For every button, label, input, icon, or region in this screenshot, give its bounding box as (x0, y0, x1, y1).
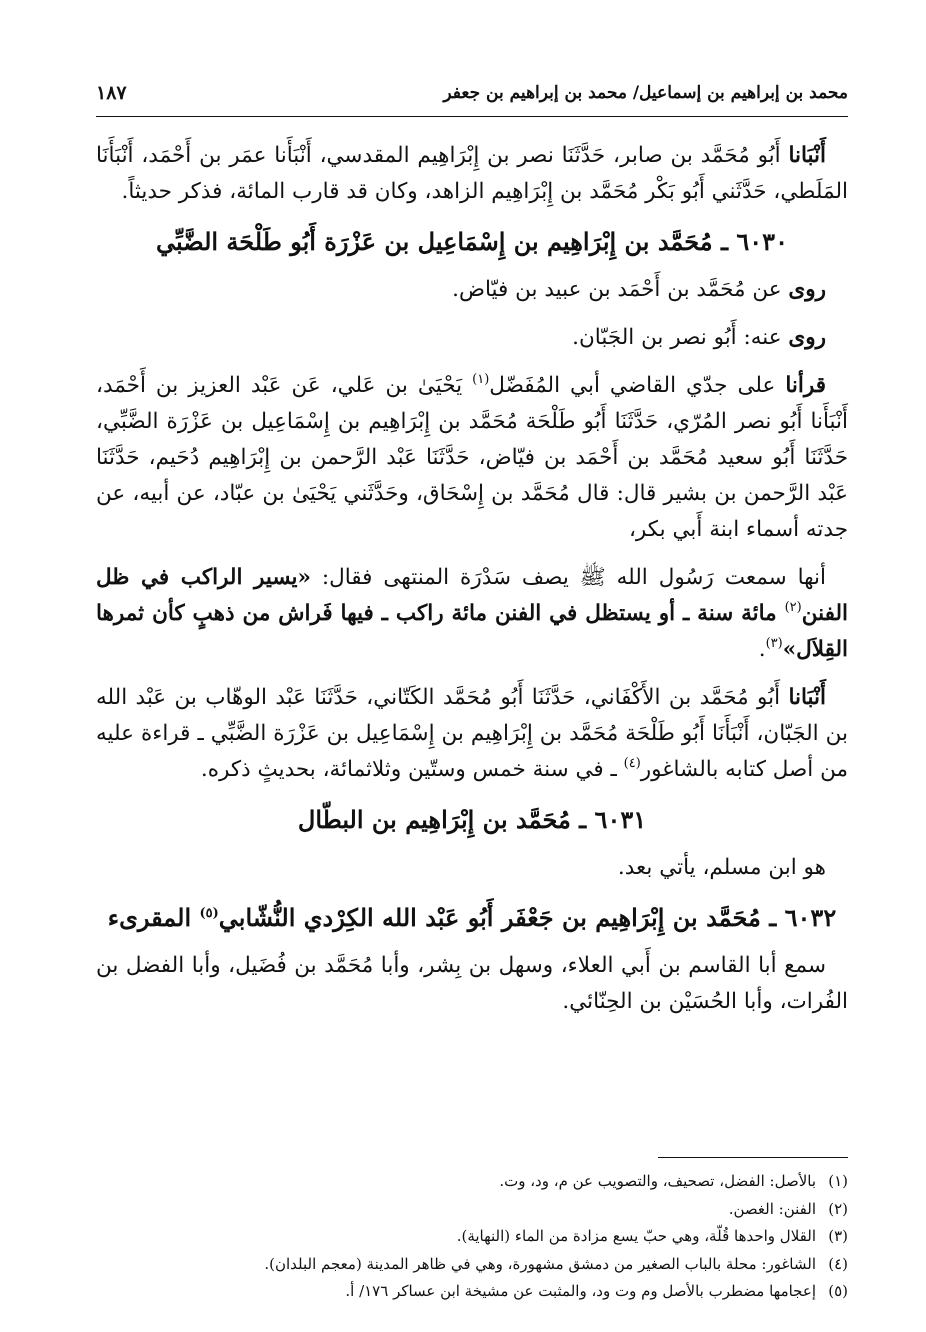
paragraph-sami (96, 948, 848, 1020)
heading-text: المقرىء (107, 903, 200, 932)
paragraph-text: عنه: أَبُو نصر بن الجَبّان. (572, 325, 789, 350)
paragraph-text: سمع أبا القاسم بن أَبي العلاء، وسهل بن بِشر، وأبا مُحَمَّد بن فُضَيل، وأبا الفضل بن الفُرات، وأبا الحُسَيْن بن الحِنّائي. (96, 953, 848, 1014)
footnote-text: بالأصل: الفضل، تصحيف، والتصويب عن م، ود، وت. (499, 1172, 816, 1190)
footnotes (96, 1168, 848, 1306)
footnote-ref-4[interactable]: (٤) (623, 756, 641, 771)
hadith-text: مائة سنة ـ أو يستظل في الفنن مائة راكب ـ فيها فَراش من ذهبٍ كأن ثمرها القِلاَل» (96, 601, 848, 662)
footnote-number: (٤) (828, 1254, 848, 1273)
main-text (96, 138, 848, 1032)
footnote-text: القلال واحدها قُلّة، وهي حبّ يسع مزادة من الماء (النهاية). (456, 1227, 816, 1245)
paragraph-text: أَبُو مُحَمَّد بن الأَكْفَاني، حَدَّثَنَا أَبُو مُحَمَّد الكَتّاني، حَدَّثَنَا عَبْد الوهّاب بن عَبْد الله بن الجَبّان، أَنْبَأَنَا أَبُو طَلْحَة مُحَمَّد بن إِبْرَاهِيم بن إِسْمَاعِيل بن عَزْرَة الضَّبِّي ـ قراءة عليه من أصل كتابه بالشاغور (96, 685, 848, 782)
footnote-number: (١) (828, 1172, 848, 1190)
header-rule (96, 116, 848, 117)
entry-heading-6031: ٦٠٣١ ـ مُحَمَّد بن إِبْرَاهِيم بن البطّال (297, 805, 647, 834)
footnote-number: (٣) (828, 1227, 848, 1245)
paragraph-text: أنها سمعت رَسُول الله ﷺ يصف سَدْرَة المنتهى فقال: (310, 565, 826, 590)
footnote-number: (٢) (828, 1199, 848, 1218)
footnote-item (96, 1223, 848, 1251)
footnote-text: الفنن: الغصن. (728, 1199, 816, 1218)
paragraph-text: أَبُو مُحَمَّد بن صابر، حَدَّثَنَا نصر بن إِبْرَاهِيم المقدسي، أَنْبَأَنا عمَر بن أَحْمَد، أَنْبَأَنَا المَلَطي، حَدَّثَني أَبُو بَكْر مُحَمَّد بن إِبْرَاهِيم الزاهد، وكان قد قارب المائة، فذكر حديثاً. (96, 143, 848, 204)
paragraph-isnad-2 (96, 368, 848, 548)
footnote-ref-5[interactable]: (٥) (199, 906, 219, 921)
lead-word: روى (788, 277, 826, 302)
footnote-item (96, 1251, 848, 1279)
footnote-ref-1[interactable]: (١) (472, 372, 490, 387)
footnote-ref-2[interactable]: (٢) (784, 600, 802, 615)
paragraph-isnad-1 (96, 138, 848, 210)
footnote-rule (658, 1157, 848, 1158)
page-number: ١٨٧ (96, 82, 127, 104)
running-title: محمد بن إبراهيم بن إسماعيل/ محمد بن إبراهيم بن جعفر (443, 83, 848, 103)
paragraph-text: ـ في سنة خمس وستّين وثلاثمائة، بحديثٍ ذكره. (200, 757, 624, 782)
paragraph-rawa-2 (96, 320, 848, 356)
entry-heading-6032 (96, 898, 848, 938)
paragraph-rawa-1 (96, 272, 848, 308)
lead-word: قرأنا (785, 373, 826, 398)
footnote-number: (٥) (828, 1282, 848, 1300)
paragraph-hadith (96, 560, 848, 668)
hadith-text: «يسير الراكب في ظل الفنن (96, 565, 848, 626)
lead-word: روى (788, 325, 826, 350)
lead-word: أَنْبَانا (788, 685, 826, 710)
footnote-item (96, 1168, 848, 1196)
paragraph-end: . (758, 637, 766, 662)
paragraph-text: على جدّي القاضي أبي المُفَضّل (489, 373, 786, 398)
footnote-text: إعجامها مضطرب بالأصل وم وت ود، والمثبت عن مشيخة ابن عساكر ١٧٦/ أ. (345, 1282, 816, 1300)
paragraph-text: عن مُحَمَّد بن أَحْمَد بن عبيد بن فيّاض. (452, 277, 789, 302)
paragraph-text: يَحْيَىٰ بن عَلي، عَن عَبْد العزيز بن أَحْمَد، أَنْبَأَنا أَبُو نصر المُرّي، حَدَّثَنَا أَبُو طَلْحَة مُحَمَّد بن إِبْرَاهِيم بن إِسْمَاعِيل بن عَزْرَة الضَّبِّي، حَدَّثَنَا أَبُو سعيد مُحَمَّد بن أَحْمَد بن فيّاض، حَدَّثَنَا عَبْد الرَّحمن بن إِبْرَاهِيم دُحَيم، حَدَّثَنَا عَبْد الرَّحمن بن بشير قال: قال مُحَمَّد بن إِسْحَاق، وحَدَّثَني يَحْيَىٰ بن عبّاد، عن أبيه، عن جدته أسماء ابنة أَبي بكر، (96, 373, 848, 542)
heading-text: ٦٠٣٢ ـ مُحَمَّد بن إِبْرَاهِيم بن جَعْفَر أَبُو عَبْد الله الكِرْدي النُّشّابي (218, 903, 837, 932)
book-page (96, 60, 848, 1300)
footnote-ref-3[interactable]: (٣) (765, 636, 783, 651)
paragraph-isnad-3 (96, 680, 848, 788)
paragraph-text: هو ابن مسلم، يأتي بعد. (617, 855, 826, 880)
lead-word: أَنْبَانا (788, 143, 826, 168)
footnote-text: الشاغور: محلة بالباب الصغير من دمشق مشهورة، وهي في ظاهر المدينة (معجم البلدان). (264, 1254, 816, 1273)
paragraph-crossref (96, 850, 848, 886)
footnote-item (96, 1278, 848, 1306)
entry-heading-6030: ٦٠٣٠ ـ مُحَمَّد بن إِبْرَاهِيم بن إِسْمَاعِيل بن عَزْرَة أَبُو طَلْحَة الضَّبِّي (156, 227, 788, 256)
footnote-item (96, 1196, 848, 1224)
running-header (96, 74, 848, 112)
